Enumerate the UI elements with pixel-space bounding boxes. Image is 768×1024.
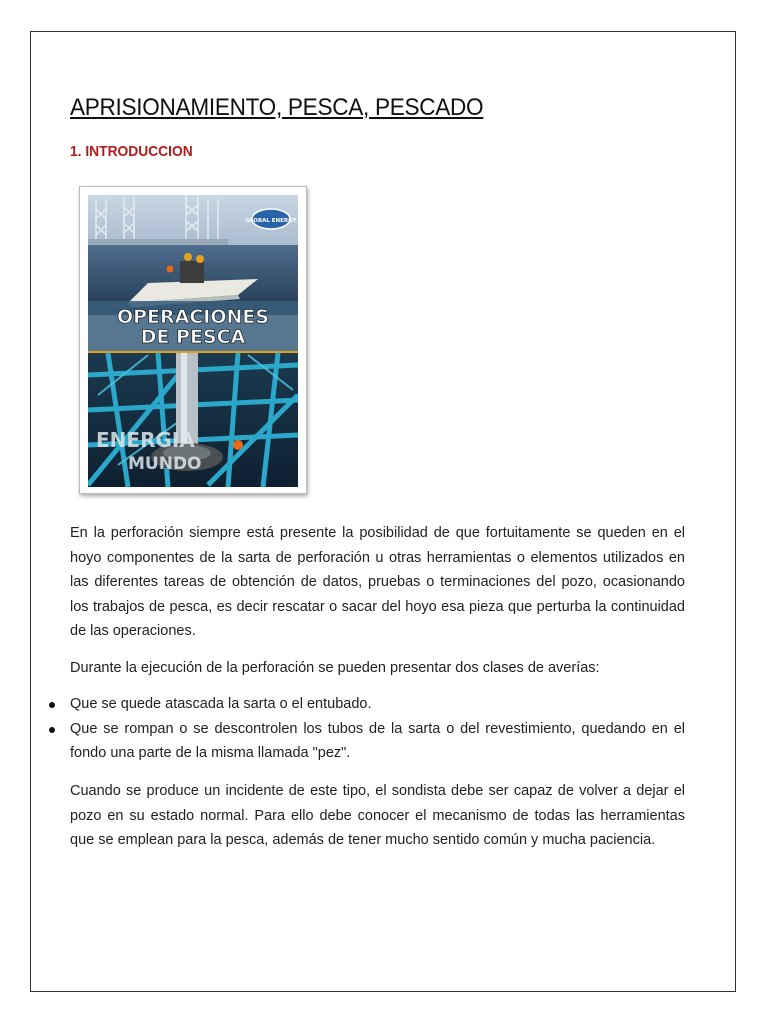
list-item: Que se quede atascada la sarta o el entubado.	[70, 692, 685, 717]
cover-title-line1: OPERACIONES	[116, 306, 270, 328]
document-title: APRISIONAMIENTO, PESCA, PESCADO	[70, 94, 484, 121]
cover-badge-text: GLOBAL ENERGY	[245, 218, 297, 224]
list-item: Que se rompan o se descontrolen los tubos de la sarta o del revestimiento, quedando en el fondo una parte de la misma llamada "pez".	[70, 717, 685, 766]
cover-image	[79, 186, 307, 494]
cover-brand-line2: MUNDO	[128, 454, 202, 474]
section-heading: 1. INTRODUCCION	[70, 143, 193, 160]
paragraph-damage-types: Durante la ejecución de la perforación se pueden presentar dos clases de averías:	[70, 660, 600, 676]
damage-list	[70, 692, 685, 766]
cover-illustration	[88, 195, 298, 487]
paragraph-procedure: Cuando se produce un incidente de este tipo, el sondista debe ser capaz de volver a dejar el pozo en su estado normal. Para ello debe conocer el mecanismo de todas las herramientas que se emplean para la pesca, además de tener mucho sentido común y mucha paciencia.	[70, 783, 685, 848]
cover-title-line2: DE PESCA	[140, 326, 246, 348]
cover-brand-line1: ENERGIA	[96, 428, 195, 452]
paragraph-intro: En la perforación siempre está presente la posibilidad de que fortuitamente se queden en el hoyo componentes de la sarta de perforación u otras herramientas o elementos utilizados en las diferentes tareas de obtención de datos, pruebas o terminaciones del pozo, ocasionando los trabajos de pesca, es decir rescatar o sacar del hoyo esa pieza que perturba la continuidad de las operaciones.	[70, 525, 685, 639]
